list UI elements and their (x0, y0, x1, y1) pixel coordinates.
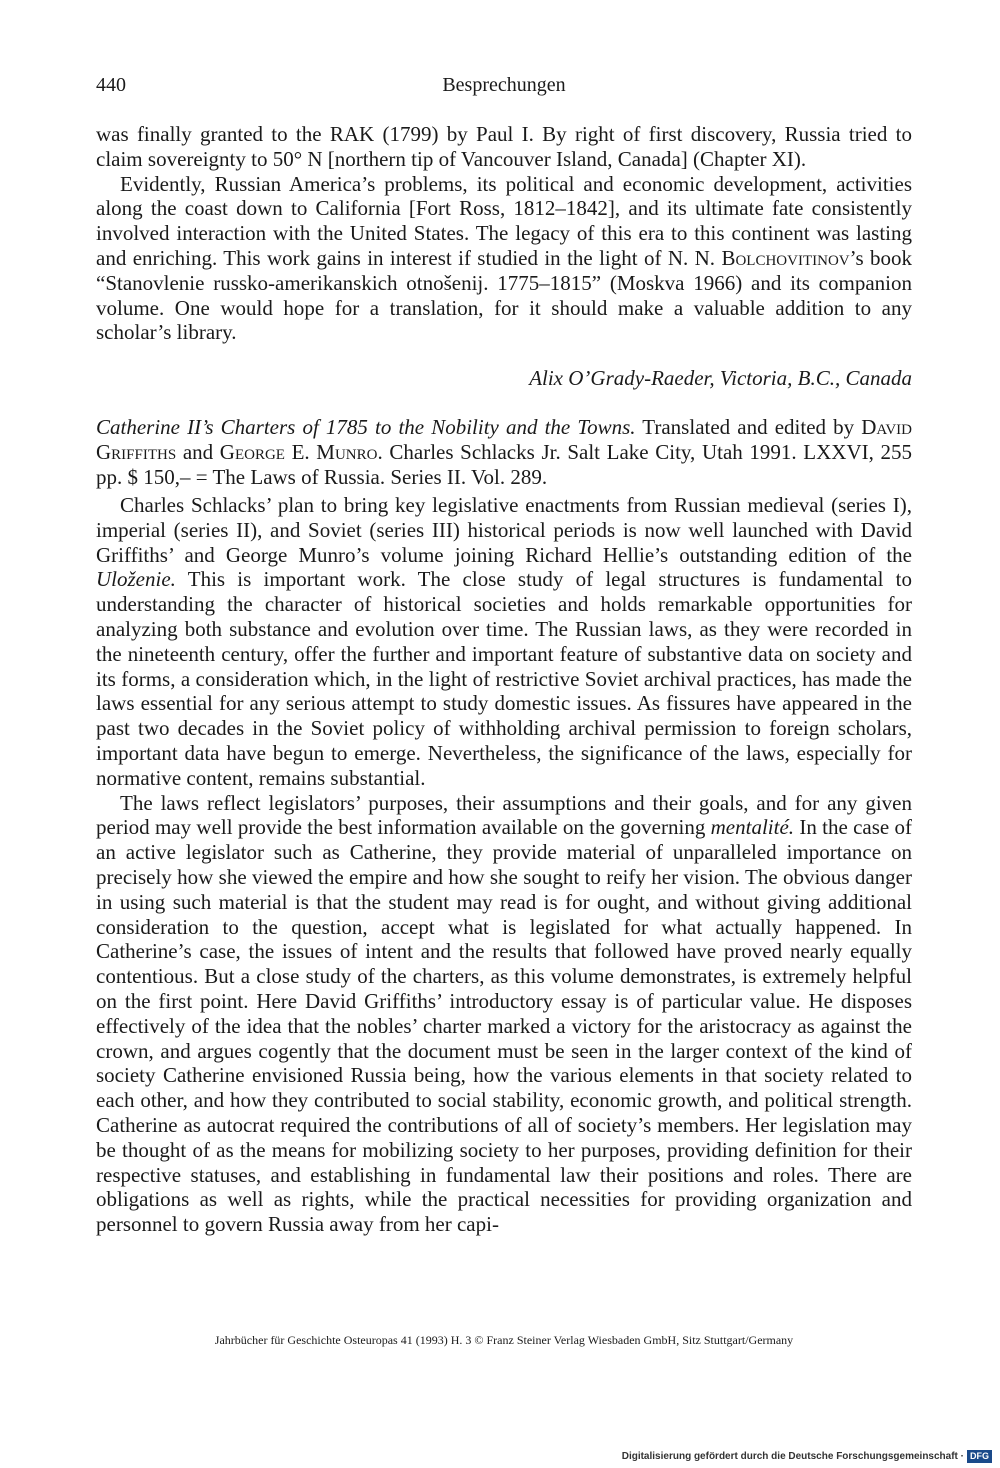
review-paragraph-text: Charles Schlacks’ plan to bring key legislative enactments from Russian medieval (series I), imperial (series II), and Soviet (series III) historical periods is now well launched with David Griffiths’ and George Munro’s volume joining Richard Hellie’s outstanding edition of the (96, 493, 912, 567)
cited-author-name: Bolchovitinov (721, 245, 850, 270)
page-header (96, 74, 912, 104)
review-paragraph (96, 493, 912, 791)
conjunction: and (182, 439, 214, 464)
closing-paragraph-text: Evidently, Russian America’s problems, its political and economic development, activities along the coast down to California [Fort Ross, 1812–1842], and its ultimate fate consistently involved interaction with the United States. The legacy of this era to this continent was lasting and enriching. This work gains in interest if studied in the light of N. N. (96, 171, 912, 270)
reviewer-signature: Alix O’Grady-Raeder, Victoria, B.C., Canada (529, 366, 912, 390)
review-paragraph-text-continued: This is important work. The close study of legal structures is fundamental to understanding the character of historical societies and holds remarkable opportunities for analyzing both substance and evolution over time. The Russian laws, as they were recorded in the nineteenth century, offer the further and important feature of substantive data on society and its forms, a consideration which, in the light of restrictive Soviet archival practices, has made the laws essential for any serious attempt to study domestic issues. As fissures have appeared in the past two decades in the Soviet policy of withholding archival permission to foreign scholars, important data have begun to emerge. Nevertheless, the significance of the laws, especially for normative content, remains substantial. (96, 567, 912, 790)
running-title: Besprechungen (442, 74, 566, 96)
book-citation (96, 415, 912, 489)
italic-term: mentalité. (710, 815, 795, 840)
review-paragraph-text-continued: In the case of an active legislator such as Catherine, they provide material of unparalleled importance on precisely how she viewed the empire and how she sought to reify her vision. The obvious danger in using such material is that the student may read is for ought, and without giving additional consideration to the question, accept what is legislated for what actually happened. In Catherine’s case, the issues of intent and the results that followed have proved nearly equally contentious. But a close study of the charters, as this volume demonstrates, is extremely helpful on the first point. Here David Griffiths’ introductory essay is of particular value. He disposes effectively of the idea that the nobles’ charter marked a victory for the aristocracy as against the crown, and argues cogently that the document must be seen in the larger context of the kind of society Catherine envisioned Russia being, how the various elements in that society related to each other, and how they contributed to social stability, economic growth, and political strength. Catherine as autocrat required the contributions of all of society’s members. Her legislation may be thought of as the means for mobilizing society to her purposes, providing definition for their respective statuses, and establishing in fundamental law their positions and roles. There are obligations as well as rights, while the practical necessities for providing organization and personnel to govern Russia away from her capi- (96, 815, 913, 1237)
closing-paragraph-text-continued: ’s book “Stanovlenie russko-amerikanskich otnošenij. 1775–1815” (Moskva 1966) and its companion volume. One would hope for a translation, for it should make a valuable addition to any scholar’s library. (96, 245, 912, 345)
continued-paragraph: was finally granted to the RAK (1799) by Paul I. By right of first discovery, Russia tried to claim sovereignty to 50° N [northern tip of Vancouver Island, Canada] (Chapter XI). (96, 122, 912, 171)
review-body (96, 493, 912, 1237)
page-number: 440 (96, 74, 126, 96)
citation-line (96, 415, 912, 489)
editor-name: George E. Munro (219, 439, 378, 464)
book-title: Catherine II’s Charters of 1785 to the Nobility and the Towns. (96, 415, 636, 439)
continued-review-text (96, 122, 912, 345)
editors-prefix: Translated and edited by (642, 415, 855, 439)
dfg-banner (622, 1449, 992, 1463)
dfg-banner-text: Digitalisierung gefördert durch die Deutsche Forschungsgemeinschaft · (621, 1450, 964, 1462)
italic-term: Uloženie. (96, 567, 176, 592)
dfg-logo-icon: DFG (967, 1450, 992, 1463)
publication-details: . Charles Schlacks Jr. Salt Lake City, Utah 1991. LXXVI, 255 pp. $ 150,– = The Laws of Russia. Series II. Vol. 289. (96, 439, 912, 489)
review-paragraph (96, 791, 912, 1237)
journal-footer: Jahrbücher für Geschichte Osteuropas 41 (1993) H. 3 © Franz Steiner Verlag Wiesbaden GmbH, Sitz Stuttgart/Germany (214, 1333, 794, 1347)
review-paragraph-text: The laws reflect legislators’ purposes, their assumptions and their goals, and for any given period may well provide the best information available on the governing (96, 790, 912, 840)
closing-paragraph (96, 172, 912, 346)
editor-name: David Griffiths (96, 415, 912, 464)
